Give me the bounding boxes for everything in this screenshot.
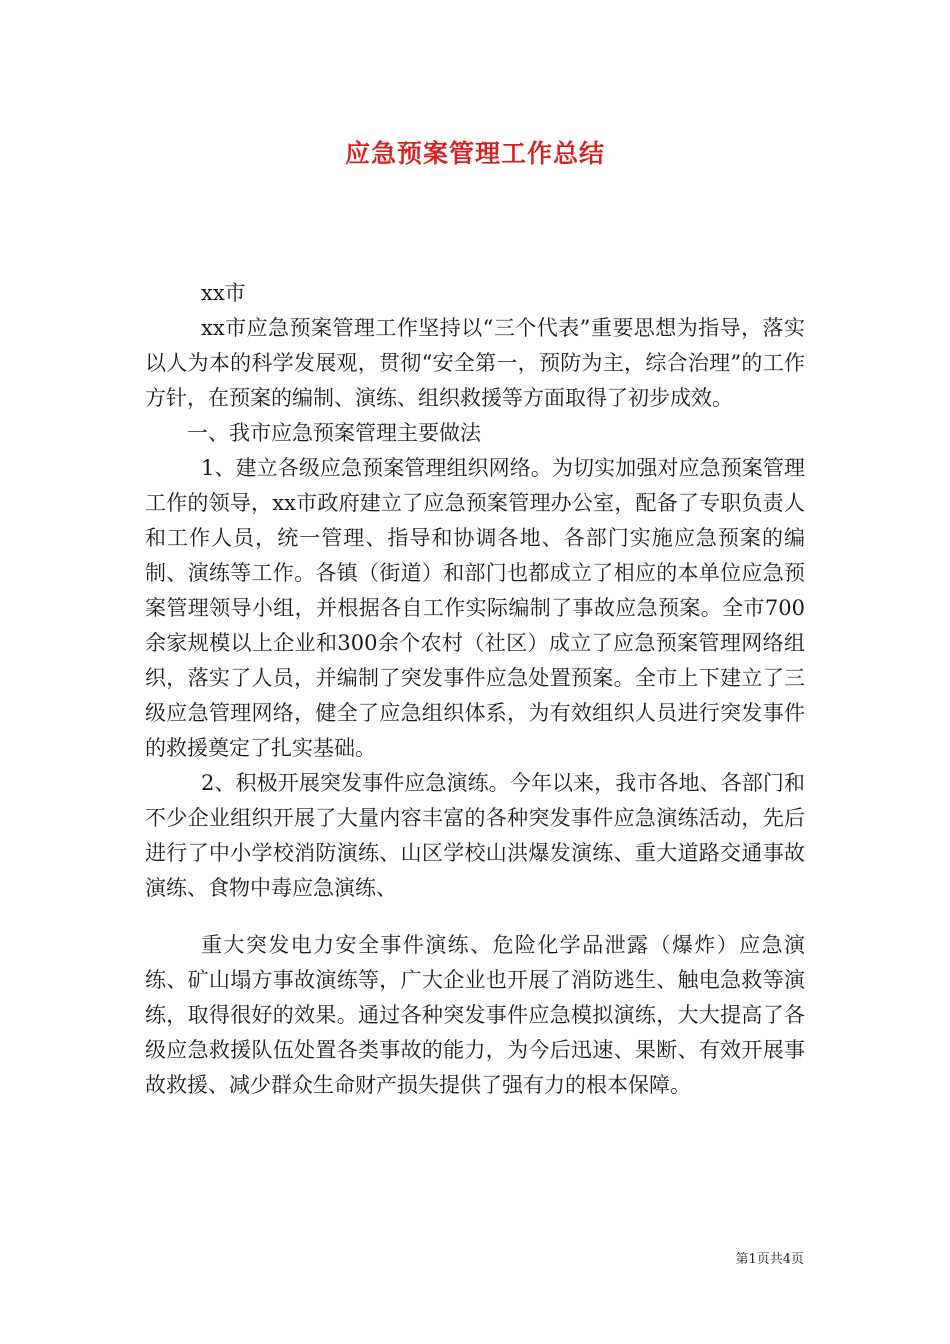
paragraph-item-1: 1、建立各级应急预案管理组织网络。为切实加强对应急预案管理工作的领导，xx市政府建立了应急预案管理办公室，配备了专职负责人和工作人员，统一管理、指导和协调各地、各部门实施应急预案的编制、演练等工作。各镇（街道）和部门也都成立了相应的本单位应急预案管理领导小组，并根据各自工作实际编制了事故应急预案。全市700余家规模以上企业和300余个农村（社区）成立了应急预案管理网络组织，落实了人员，并编制了突发事件应急处置预案。全市上下建立了三级应急管理网络，健全了应急组织体系，为有效组织人员进行突发事件的救援奠定了扎实基础。 [145,456,805,760]
document-body [145,276,805,1103]
author-line: xx市 [201,281,246,305]
paragraph-intro: xx市应急预案管理工作坚持以“三个代表”重要思想为指导，落实以人为本的科学发展观，贯彻“安全第一，预防为主，综合治理”的工作方针，在预案的编制、演练、组织救援等方面取得了初步成效。 [145,316,805,410]
document-title: 应急预案管理工作总结 [344,139,605,168]
paragraph-item-2-continued: 重大突发电力安全事件演练、危险化学品泄露（爆炸）应急演练、矿山塌方事故演练等，广大企业也开展了消防逃生、触电急救等演练，取得很好的效果。通过各种突发事件应急模拟演练，大大提高了各级应急救援队伍处置各类事故的能力，为今后迅速、果断、有效开展事故救援、减少群众生命财产损失提供了强有力的根本保障。 [145,933,805,1097]
page-indicator: 第1页共4页 [735,1252,804,1267]
section-heading: 一、我市应急预案管理主要做法 [187,421,481,445]
paragraph-item-2: 2、积极开展突发事件应急演练。今年以来，我市各地、各部门和不少企业组织开展了大量内容丰富的各种突发事件应急演练活动，先后进行了中小学校消防演练、山区学校山洪爆发演练、重大道路交通事故演练、食物中毒应急演练、 [145,771,805,900]
